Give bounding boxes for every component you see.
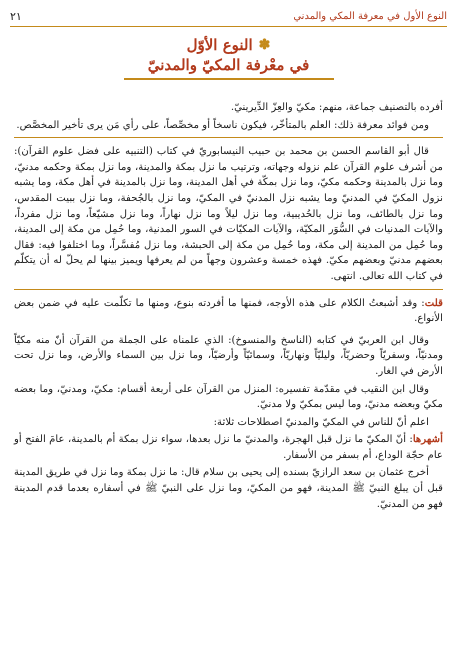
paragraph-ashharuha — [14, 432, 443, 463]
paragraph-terms: اعلم أنّ للناس في المكيّ والمدنيّ اصطلاحات ثلاثة: — [213, 416, 429, 428]
paragraph-ibn-arabi: وقال ابن العربيّ في كتابه (الناسخ والمنسوخ): الذي علمناه على الجملة من القرآن أنّ منه مكيّاً ومدنيّاً، وسفريّاً وحضريّاً، وليليّاً ونهاريّاً، وسمائيّاً وأرضيّاً، وما نزل بين السماء والأرض، وما نزل تحت الأرض في الغار. — [14, 334, 443, 377]
keyword-ashharuha: أشهرها — [412, 433, 443, 446]
heading-underline — [124, 78, 334, 80]
paragraph-benefits: ومن فوائد معرفة ذلك: العلم بالمتأخّر، فيكون ناسخاً أو مخصِّصاً، على رأي مَن يرى تأخير المخصَّص. — [16, 119, 429, 131]
paragraph-nisaburi: قال أبو القاسم الحسن بن محمد بن حبيب النيسابوريّ في كتاب (التنبيه على فضل علوم القرآن): من أشرف علوم القرآن علم نزوله وجهاته، وترتيب ما نزل بمكة والمدينة، وما نزل بمكة وحكمه مدنيّ، وما نزل بالمدينة وحكمه مكيّ، وما نزل بمكّة في أهل المدينة، وما نزل بالمدينة في أهل مكة، وما يشبه نزول المكيّ في المدنيّ وما يشبه نزل المدنيّ في المكيّ، وما نزل بالجُحفة، وما نزل ببيت المقدس، وما نزل بالطائف، وما نزل بالحُديبية، وما نزل ليلاً وما نزل نهاراً، وما نزل مشيّعاً، وما نزل مفرداً، والآيات المدنيات في السُّوَر المكيّة، والآيات المكيّات في السور المدنية، وما حُمِل من مكة إلى المدينة، وما حُمِل من المدينة إلى مكة، وما حُمِل من مكة إلى الحبشة، وما نزل مُفسَّراً، وما اختلفوا فيه: فقال بعضهم مدنيّ وبعضهم مكيّ. فهذه خمسة وعشرون وجهاً من لم يعرفها ويميز بينها لم يحلّ له أن يتكلّم في كتاب الله تعالى. انتهى. — [14, 146, 443, 282]
section-divider — [14, 289, 443, 290]
paragraph-authors: أفرده بالتصنيف جماعة، منهم: مكيّ والعِزّ الدِّيرينيّ. — [230, 102, 443, 113]
running-title: النوع الأول في معرفة المكي والمدني — [293, 10, 447, 22]
paragraph-uthman: أخرج عثمان بن سعد الرازيّ بسنده إلى يحيى بن سلام قال: ما نزل بمكة وما نزل في طريق المدينة قبل أن يبلغ النبيّ ﷺ المدينة، فهو من المكيّ، وما نزل على النبيّ ﷺ في أسفاره بعدما قدم المدينة فهو من المدنيّ. — [14, 467, 443, 510]
ashharuha-text: : أنّ المكيّ ما نزل قبل الهجرة، والمدنيّ ما نزل بعدها، سواء نزل بمكة أم بالمدينة، عامَ الفتح أو عام حجّة الوداع، أم بسفر من الأسفار. — [14, 434, 443, 461]
paragraph-ibn-naqib: وقال ابن النقيب في مقدّمة تفسيره: المنزل من القرآن على أربعة أقسام: مكيّ، ومدنيّ، وما بعضه مكيّ وبعضه مدنيّ، وما ليس بمكيّ ولا مدنيّ. — [14, 383, 443, 411]
chapter-title — [0, 36, 457, 54]
qultu-text: : وقد أشبعتُ الكلام على هذه الأوجه، فمنها ما أفردته بنوع، ومنها ما تكلّمت عليه في ضمن بعض الأنواع. — [14, 297, 443, 325]
page-number: ٢١ — [10, 9, 22, 23]
chapter-subtitle: في معْرفة المكيّ والمدنيّ — [147, 56, 310, 74]
chapter-heading — [0, 36, 457, 80]
flower-ornament-icon: ✽ — [258, 37, 271, 53]
keyword-qultu: قلت — [424, 296, 443, 309]
chapter-title-text: النوع الأوّل — [186, 36, 253, 54]
body-text — [14, 100, 443, 514]
section-divider — [14, 137, 443, 138]
running-head — [10, 6, 447, 27]
paragraph-qultu — [14, 296, 443, 327]
